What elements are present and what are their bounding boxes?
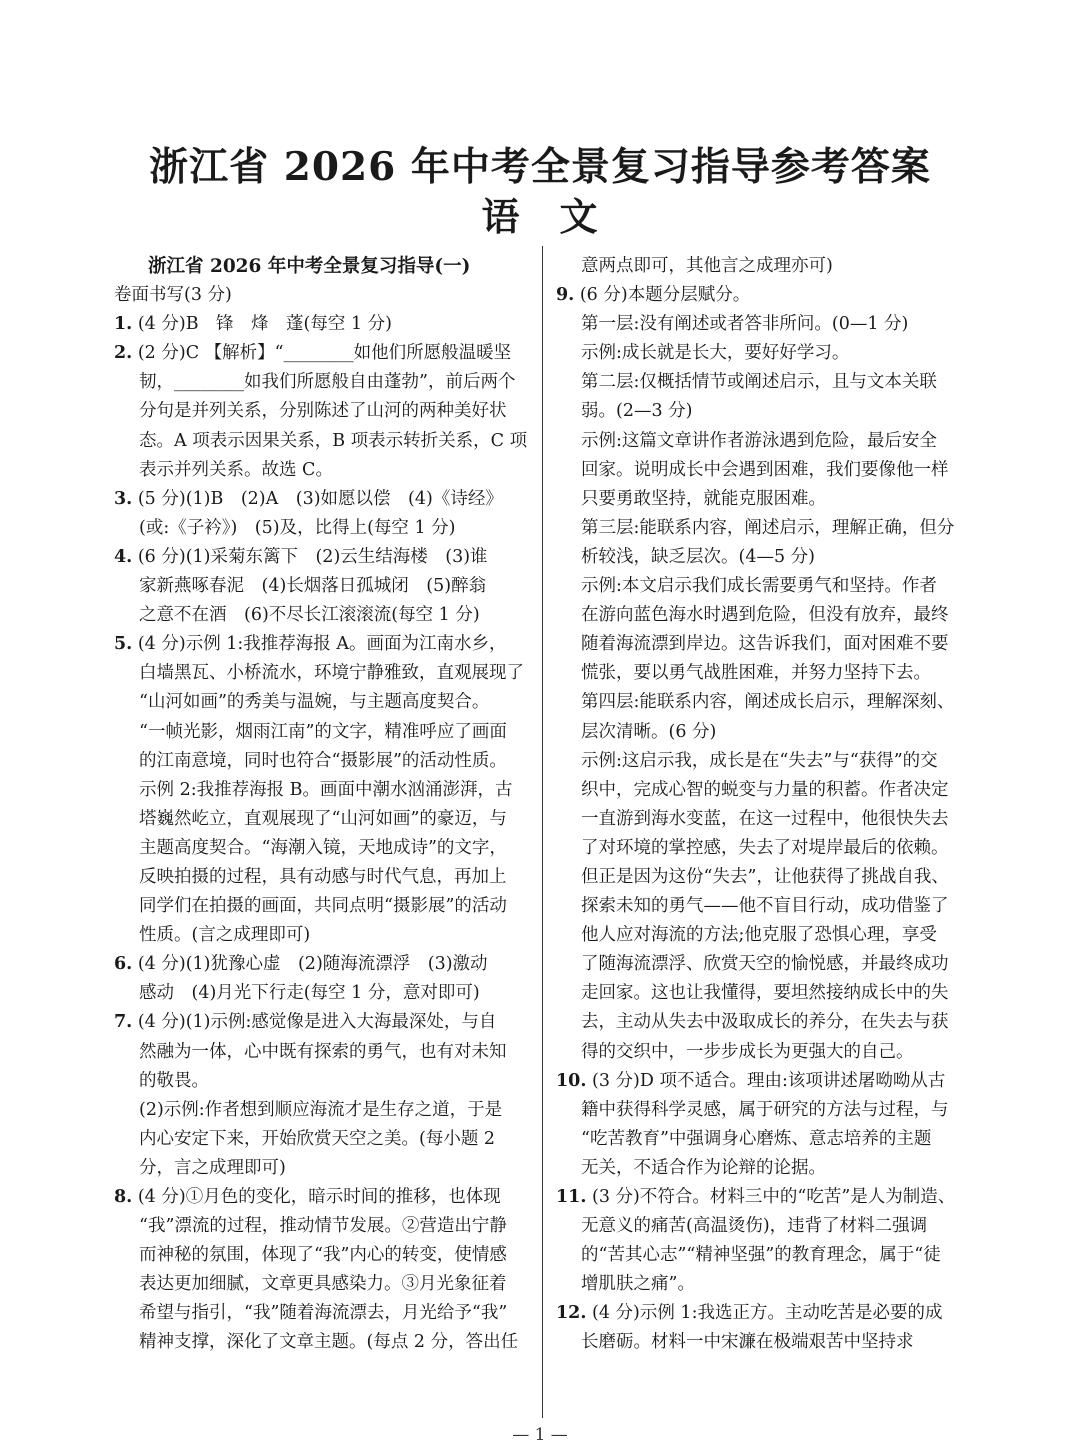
answer-item-line: 3. (5 分)(1)B (2)A (3)如愿以偿 (4)《诗经》 [114,488,503,509]
text-line: 去，主动从失去中汲取成长的养分，在失去与获 [581,1012,949,1033]
text-line: 第一层:没有阐述或者答非所问。(0—1 分) [581,314,909,335]
text-line: 回家。说明成长中会遇到困难，我们要像他一样 [581,459,949,480]
question-number: 10. [556,1070,587,1091]
text-line: (或:《子衿》) (5)及，比得上(每空 1 分) [139,517,456,538]
text-line: 性质。(言之成理即可) [139,925,311,946]
text-line: 的敬畏。 [139,1070,209,1091]
question-number: 8. [114,1187,133,1207]
text-line: 示例:成长就是长大，要好好学习。 [581,343,850,364]
answer-item-line: 4. (6 分)(1)采菊东篱下 (2)云生结海楼 (3)谁 [114,546,488,567]
question-number: 11. [556,1187,587,1207]
question-number: 2. [114,343,133,364]
answer-item-line: 6. (4 分)(1)犹豫心虚 (2)随海流漂浮 (3)激动 [114,954,488,975]
text-line: 表示并列关系。故选 C。 [139,459,333,480]
text-line: 析较浅，缺乏层次。(4—5 分) [581,546,815,567]
left-column [114,252,534,1358]
answer-item-line: 7. (4 分)(1)示例:感觉像是进入大海最深处，与自 [114,1012,497,1033]
text-line: 只要勇敢坚持，就能克服困难。 [581,488,826,509]
text-line: 第四层:能联系内容，阐述成长启示，理解深刻、 [581,692,955,713]
text-line: 无意义的痛苦(高温烫伤)，违背了材料二强调 [581,1216,928,1237]
answer-item-line: 10. (3 分)D 项不适合。理由:该项讲述屠呦呦从古 [556,1070,946,1091]
text-line: 第三层:能联系内容，阐述启示，理解正确，但分 [581,517,955,538]
text-line: 卷面书写(3 分) [114,285,232,306]
question-number: 4. [114,546,133,567]
text-line: 织中，完成心智的蜕变与力量的积蓄。作者决定 [581,779,949,800]
text-line: 精神支撑，深化了文章主题。(每点 2 分，答出任 [139,1332,519,1353]
text-line: “一帧光影，烟雨江南”的文字，精准呼应了画面 [139,721,507,742]
question-number: 5. [114,634,133,655]
text-line: “山河如画”的秀美与温婉，与主题高度契合。 [139,692,490,713]
text-line: 家新燕啄春泥 (4)长烟落日孤城闭 (5)醉翁 [139,576,487,597]
page-number: — 1 — [512,1425,568,1445]
text-line: 示例:本文启示我们成长需要勇气和坚持。作者 [581,576,937,597]
answer-item-line: 1. (4 分)B 锋 烽 蓬(每空 1 分) [114,314,392,335]
text-line: 了对环境的掌控感，失去了对堤岸最后的依赖。 [581,837,949,858]
text-line: 塔巍然屹立，直观展现了“山河如画”的豪迈，与 [139,808,507,829]
text-line: 长磨砺。材料一中宋濂在极端艰苦中坚持求 [581,1332,914,1353]
text-line: 无关，不适合作为论辩的论据。 [581,1157,826,1178]
text-line: 的江南意境，同时也符合“摄影展”的活动性质。 [139,750,507,771]
text-line: 之意不在酒 (6)不尽长江滚滚流(每空 1 分) [139,605,480,626]
answer-item-line: 2. (2 分)C 【解析】“________如他们所愿般温暖坚 [114,343,512,364]
question-number: 6. [114,954,133,975]
text-line: 分句是并列关系，分别陈述了山河的两种美好状 [139,401,507,422]
text-line: 内心安定下来，开始欣赏天空之美。(每小题 2 [139,1128,496,1149]
text-line: 走回家。这也让我懂得，要坦然接纳成长中的失 [581,983,949,1004]
text-line: 示例:这启示我，成长是在“失去”与“获得”的交 [581,750,938,771]
text-line: 表达更加细腻，文章更具感染力。③月光象征着 [139,1274,507,1295]
text-line: 籍中获得科学灵感，属于研究的方法与过程，与 [581,1099,949,1120]
question-number: 1. [114,314,133,335]
subject-title: 语 文 [481,194,599,239]
text-line: 主题高度契合。“海潮入镜，天地成诗”的文字， [139,837,507,858]
text-line: 慌张，要以勇气战胜困难，并努力坚持下去。 [581,663,931,684]
text-line: 他人应对海流的方法;他克服了恐惧心理，享受 [581,925,937,946]
text-line: 第二层:仅概括情节或阐述启示，且与文本关联 [581,372,937,393]
right-column [556,252,972,1358]
text-line: 的“苦其心志”“精神坚强”的教育理念，属于“徒 [581,1245,941,1266]
text-line: 同学们在拍摄的画面，共同点明“摄影展”的活动 [139,896,507,917]
answer-item-line: 8. (4 分)①月色的变化，暗示时间的推移，也体现 [114,1187,501,1207]
answer-item-line: 12. (4 分)示例 1:我选正方。主动吃苦是必要的成 [556,1303,943,1324]
text-line: 在游向蓝色海水时遇到危险，但没有放弃，最终 [581,605,949,626]
text-line: 示例:这篇文章讲作者游泳遇到危险，最后安全 [581,430,937,451]
text-line: (2)示例:作者想到顺应海流才是生存之道，于是 [139,1099,503,1120]
section-heading: 浙江省 2026 年中考全景复习指导(一) [148,256,471,277]
text-line: 然融为一体，心中既有探索的勇气，也有对未知 [139,1041,507,1062]
question-number: 7. [114,1012,133,1033]
answer-item-line: 9. (6 分)本题分层赋分。 [556,285,751,306]
text-line: 随着海流漂到岸边。这告诉我们，面对困难不要 [581,634,949,655]
text-line: 态。A 项表示因果关系，B 项表示转折关系，C 项 [139,430,528,451]
page-title: 浙江省 2026 年中考全景复习指导参考答案 [149,144,931,190]
text-line: 探索未知的勇气——他不盲目行动，成功借鉴了 [581,896,949,917]
text-line: 了随海流漂浮、欣赏天空的愉悦感，并最终成功 [581,954,949,975]
text-line: 一直游到海水变蓝，在这一过程中，他很快失去 [581,808,949,829]
question-number: 12. [556,1303,587,1324]
text-line: 意两点即可，其他言之成理亦可) [581,256,833,276]
text-line: 但正是因为这份“失去”，让他获得了挑战自我、 [581,866,949,887]
text-line: “吃苦教育”中强调身心磨炼、意志培养的主题 [581,1128,932,1149]
text-line: 感动 (4)月光下行走(每空 1 分，意对即可) [139,983,480,1004]
text-line: 而神秘的氛围，体现了“我”内心的转变，使情感 [139,1245,507,1266]
text-line: “我”漂流的过程，推动情节发展。②营造出宁静 [139,1216,507,1237]
text-line: 白墙黑瓦、小桥流水，环境宁静雅致，直观展现了 [139,663,524,684]
text-line: 希望与指引，“我”随着海流漂去，月光给予“我” [139,1303,508,1324]
question-number: 9. [556,285,575,306]
text-line: 增肌肤之痛”。 [581,1274,695,1295]
column-divider [542,246,543,1418]
answer-item-line: 5. (4 分)示例 1:我推荐海报 A。画面为江南水乡， [114,634,507,655]
question-number: 3. [114,488,133,509]
text-line: 得的交织中，一步步成长为更强大的自己。 [581,1041,914,1062]
text-line: 分，言之成理即可) [139,1157,286,1178]
text-line: 弱。(2—3 分) [581,401,693,422]
answer-item-line: 11. (3 分)不符合。材料三中的“吃苦”是人为制造、 [556,1187,956,1207]
text-line: 层次清晰。(6 分) [581,721,717,742]
text-line: 示例 2:我推荐海报 B。画面中潮水汹涌澎湃，古 [139,779,513,800]
text-line: 反映拍摄的过程，具有动感与时代气息，再加上 [139,866,507,887]
text-line: 韧，________如我们所愿般自由蓬勃”，前后两个 [139,372,516,393]
